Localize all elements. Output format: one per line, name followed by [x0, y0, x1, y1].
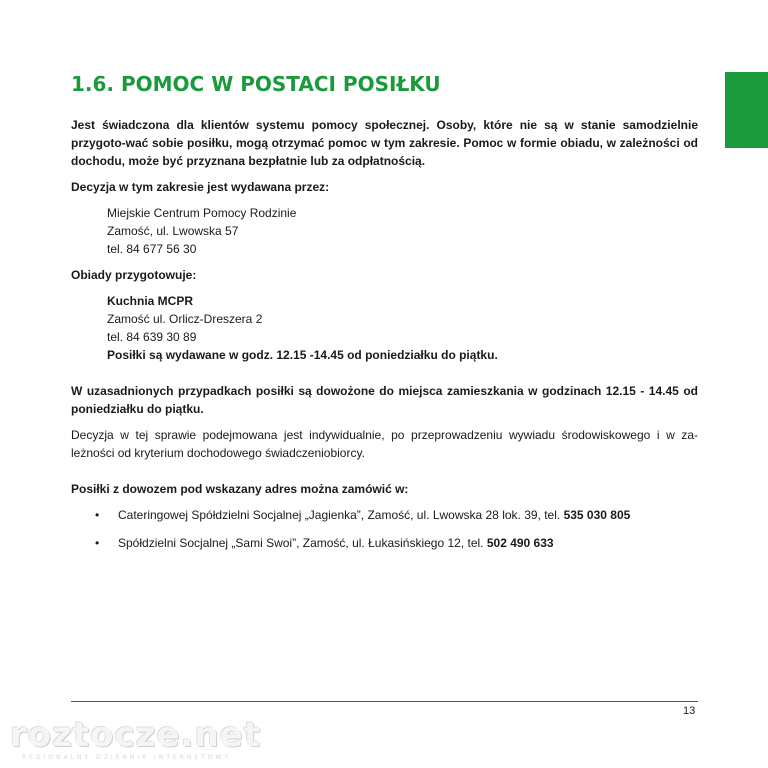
decision-address: Zamość, ul. Lwowska 57 [107, 224, 239, 238]
order-item-text: Spółdzielni Socjalnej „Sami Swoi”, Zamość, ul. Łukasińskiego 12, tel. [118, 536, 487, 550]
page-number: 13 [683, 705, 696, 717]
watermark-logo: roztocze.net [10, 715, 261, 755]
page-content [71, 116, 698, 562]
delivery-note: Decyzja w tej sprawie podejmowana jest indywidualnie, po przeprowadzeniu wywiadu środowiskowego i w za-leżności od kryterium dochodowego świadczeniobiorcy. [71, 428, 698, 460]
watermark-subtitle: REGIONALNY DZIENNIK INTERNETOWY [22, 754, 232, 761]
bullet-icon: • [95, 536, 100, 550]
meals-hours: Posiłki są wydawane w godz. 12.15 -14.45 od poniedziałku do piątku. [107, 348, 498, 362]
list-item [71, 506, 698, 524]
order-list [71, 506, 698, 552]
decision-title: Decyzja w tym zakresie jest wydawana przez: [71, 180, 330, 194]
meals-title: Obiady przygotowuje: [71, 268, 197, 282]
decision-name: Miejskie Centrum Pomocy Rodzinie [107, 206, 297, 220]
meals-phone: tel. 84 639 30 89 [107, 330, 197, 344]
bullet-icon: • [95, 508, 100, 522]
delivery-paragraph: W uzasadnionych przypadkach posiłki są dowożone do miejsca zamieszkania w godzinach 12.15 - 14.45 od poniedziałku do piątku. [71, 384, 698, 416]
meals-contact [107, 292, 698, 364]
order-item-text: Cateringowej Spółdzielni Socjalnej „Jagienka”, Zamość, ul. Lwowska 28 lok. 39, tel. [118, 508, 564, 522]
meals-name: Kuchnia MCPR [107, 294, 194, 308]
footer-divider [71, 701, 698, 702]
list-item [71, 534, 698, 552]
intro-paragraph: Jest świadczona dla klientów systemu pomocy społecznej. Osoby, które nie są w stanie samodzielnie przygoto-wać sobie posiłku, mogą otrzymać pomoc w tym zakresie. Pomoc w formie obiadu, w zależności od dochodu, może być przyznana bezpłatnie lub za odpłatnością. [71, 118, 698, 168]
meals-address: Zamość ul. Orlicz-Dreszera 2 [107, 312, 263, 326]
order-item-phone: 535 030 805 [563, 508, 631, 522]
decision-phone: tel. 84 677 56 30 [107, 242, 197, 256]
section-heading: 1.6. POMOC W POSTACI POSIŁKU [71, 72, 441, 96]
order-item-phone: 502 490 633 [486, 536, 554, 550]
order-title: Posiłki z dowozem pod wskazany adres można zamówić w: [71, 482, 409, 496]
section-color-tab [725, 72, 768, 148]
decision-contact [107, 204, 698, 258]
